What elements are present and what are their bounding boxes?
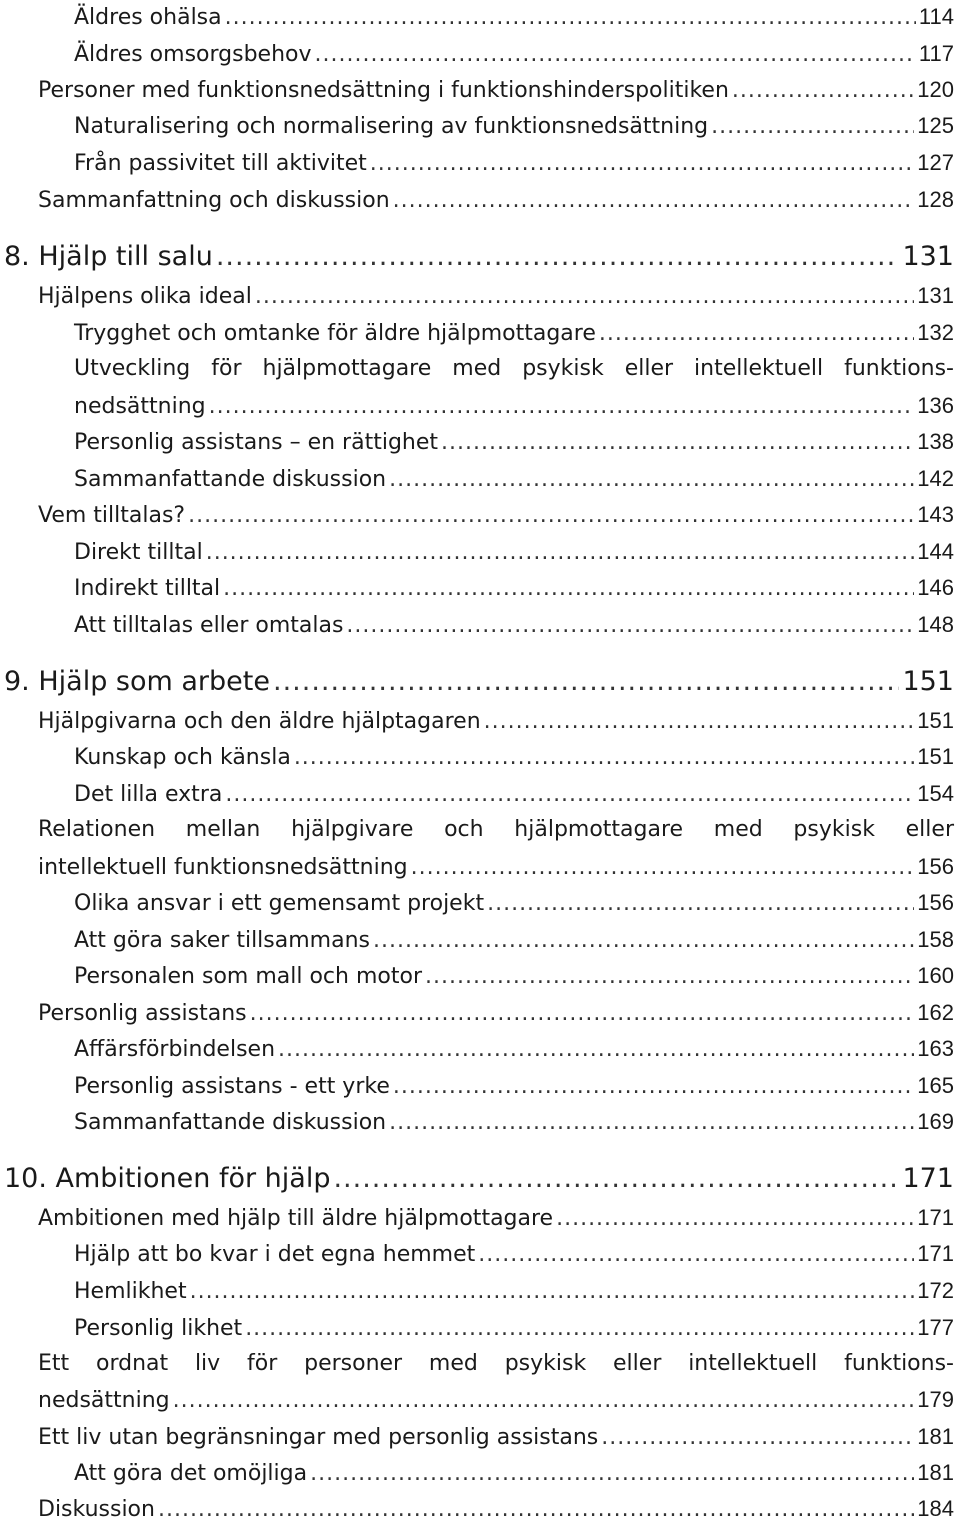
- dot-leader: [425, 964, 914, 989]
- toc-entry[interactable]: [38, 1000, 954, 1026]
- dot-leader: [223, 576, 914, 601]
- toc-entry-page: 171: [917, 1205, 954, 1230]
- toc-entry-page: 163: [917, 1036, 954, 1061]
- toc-entry-page: 171: [917, 1241, 954, 1266]
- toc-entry-page: 142: [917, 466, 954, 491]
- toc-entry-page: 162: [917, 1000, 954, 1025]
- toc-entry-page: 125: [917, 113, 954, 138]
- toc-entry-first-line: Relationen mellan hjälpgivare och hjälpmottagare med psykisk eller: [38, 817, 954, 842]
- dot-leader: [487, 891, 914, 916]
- dot-leader: [393, 188, 915, 213]
- dot-leader: [188, 503, 914, 528]
- dot-leader: [209, 394, 915, 419]
- dot-leader: [225, 5, 916, 30]
- dot-leader: [216, 241, 900, 272]
- toc-entry-page: 181: [917, 1460, 954, 1485]
- toc-entry-title: Hemlikhet: [74, 1279, 187, 1304]
- toc-entry-title: Vem tilltalas?: [38, 503, 186, 528]
- toc-entry-title: Hjälpens olika ideal: [38, 284, 252, 309]
- dot-leader: [411, 855, 915, 880]
- toc-entry-title: Affärsförbindelsen: [74, 1037, 276, 1062]
- dot-leader: [294, 745, 914, 770]
- toc-entry-title: Hjälp att bo kvar i det egna hemmet: [74, 1242, 476, 1267]
- dot-leader: [601, 1425, 914, 1450]
- toc-entry-page: 143: [917, 502, 954, 527]
- toc-entry-page: 132: [917, 320, 954, 345]
- toc-chapter-title: 8. Hjälp till salu: [4, 241, 213, 272]
- toc-entry[interactable]: [74, 1109, 954, 1135]
- toc-entry[interactable]: [38, 77, 954, 103]
- toc-entry[interactable]: [74, 1073, 954, 1099]
- toc-entry[interactable]: [38, 187, 954, 213]
- toc-entry-title: Personer med funktionsnedsättning i funktionshinderspolitiken: [38, 78, 729, 103]
- toc-entry-page: 165: [917, 1073, 954, 1098]
- toc-entry-page: 146: [917, 575, 954, 600]
- toc-entry[interactable]: [74, 612, 954, 638]
- toc-entry[interactable]: [74, 429, 954, 455]
- toc-entry[interactable]: [74, 781, 954, 807]
- toc-entry[interactable]: [38, 283, 954, 309]
- toc-entry[interactable]: [74, 393, 954, 419]
- dot-leader: [389, 1110, 914, 1135]
- toc-entry-title: Personalen som mall och motor: [74, 964, 422, 989]
- dot-leader: [370, 151, 915, 176]
- toc-entry-page: 179: [917, 1387, 954, 1412]
- toc-entry-title: Sammanfattning och diskussion: [38, 188, 390, 213]
- toc-entry-page: 172: [917, 1278, 954, 1303]
- toc-entry-page: 148: [917, 612, 954, 637]
- toc-entry-page: 120: [917, 77, 954, 102]
- toc-entry-title: Personlig likhet: [74, 1316, 243, 1341]
- toc-entry-title: Sammanfattande diskussion: [74, 1110, 387, 1135]
- toc-chapter-title: 10. Ambitionen för hjälp: [4, 1163, 331, 1194]
- toc-entry-title: Från passivitet till aktivitet: [74, 151, 367, 176]
- toc-entry[interactable]: [74, 1241, 954, 1267]
- toc-entry[interactable]: [74, 41, 954, 67]
- toc-chapter[interactable]: [4, 666, 954, 697]
- toc-entry-page: 184: [917, 1496, 954, 1521]
- toc-entry-title: nedsättning: [74, 394, 206, 419]
- toc-chapter-page: 131: [902, 241, 954, 272]
- toc-entry-title: Äldres omsorgsbehov: [74, 42, 312, 67]
- toc-entry-page: 144: [917, 539, 954, 564]
- toc-entry-first-line: Ett ordnat liv för personer med psykisk eller intellektuell funktions-: [38, 1351, 954, 1376]
- dot-leader: [190, 1279, 915, 1304]
- dot-leader: [556, 1206, 914, 1231]
- toc-entry-page: 114: [918, 4, 954, 29]
- toc-entry-title: Hjälpgivarna och den äldre hjälptagaren: [38, 709, 481, 734]
- dot-leader: [273, 666, 899, 697]
- toc-entry-page: 136: [917, 393, 954, 418]
- toc-entry[interactable]: [74, 320, 954, 346]
- toc-chapter[interactable]: [4, 241, 954, 272]
- toc-entry[interactable]: [74, 466, 954, 492]
- dot-leader: [250, 1001, 915, 1026]
- toc-entry-page: 151: [917, 708, 954, 733]
- toc-entry[interactable]: [74, 1278, 954, 1304]
- toc-entry-page: 156: [917, 854, 954, 879]
- toc-entry-title: nedsättning: [38, 1388, 170, 1413]
- dot-leader: [225, 782, 914, 807]
- toc-entry-page: 151: [917, 744, 954, 769]
- dot-leader: [346, 613, 914, 638]
- toc-entry-first-line: Utveckling för hjälpmottagare med psykisk eller intellektuell funktions-: [74, 356, 954, 381]
- toc-entry-title: Ett liv utan begränsningar med personlig assistans: [38, 1425, 599, 1450]
- toc-entry[interactable]: [74, 539, 954, 565]
- toc-entry-page: 131: [917, 283, 954, 308]
- toc-entry-title: Att tilltalas eller omtalas: [74, 613, 344, 638]
- toc-entry-page: 169: [917, 1109, 954, 1134]
- toc-entry-title: Att göra saker tillsammans: [74, 928, 370, 953]
- dot-leader: [484, 709, 915, 734]
- dot-leader: [245, 1316, 914, 1341]
- toc-entry-page: 117: [918, 41, 954, 66]
- toc-entry[interactable]: [38, 1424, 954, 1450]
- toc-entry[interactable]: [74, 575, 954, 601]
- toc-entry[interactable]: [38, 1496, 954, 1522]
- toc-chapter[interactable]: [4, 1163, 954, 1194]
- dot-leader: [393, 1074, 914, 1099]
- toc-entry-title: Ambitionen med hjälp till äldre hjälpmottagare: [38, 1206, 554, 1231]
- dot-leader: [315, 42, 916, 67]
- toc-entry-title: Direkt tilltal: [74, 540, 203, 565]
- toc-entry-title: Personlig assistans: [38, 1001, 247, 1026]
- toc-entry[interactable]: [74, 1315, 954, 1341]
- dot-leader: [732, 78, 914, 103]
- toc-entry-page: 160: [917, 963, 954, 988]
- toc-entry[interactable]: [38, 708, 954, 734]
- toc-entry-page: 177: [917, 1315, 954, 1340]
- dot-leader: [255, 284, 914, 309]
- toc-entry-title: Det lilla extra: [74, 782, 223, 807]
- dot-leader: [711, 114, 914, 139]
- toc-entry[interactable]: [38, 854, 954, 880]
- toc-entry-title: Äldres ohälsa: [74, 5, 222, 30]
- toc-entry-title: Naturalisering och normalisering av funktionsnedsättning: [74, 114, 709, 139]
- toc-entry-page: 128: [917, 187, 954, 212]
- toc-chapter-page: 151: [902, 666, 954, 697]
- dot-leader: [158, 1497, 914, 1522]
- toc-entry[interactable]: [74, 150, 954, 176]
- toc-entry-title: Personlig assistans - ett yrke: [74, 1074, 390, 1099]
- toc-entry[interactable]: [38, 1387, 954, 1413]
- dot-leader: [278, 1037, 914, 1062]
- dot-leader: [333, 1163, 899, 1194]
- toc-entry-page: 127: [917, 150, 954, 175]
- toc-entry-title: Sammanfattande diskussion: [74, 467, 387, 492]
- toc-entry[interactable]: [74, 113, 954, 139]
- dot-leader: [478, 1242, 914, 1267]
- dot-leader: [310, 1461, 914, 1486]
- toc-entry[interactable]: [74, 744, 954, 770]
- toc-entry-page: 138: [917, 429, 954, 454]
- dot-leader: [441, 430, 914, 455]
- dot-leader: [206, 540, 915, 565]
- toc-entry[interactable]: [38, 1205, 954, 1231]
- toc-entry[interactable]: [38, 502, 954, 528]
- dot-leader: [173, 1388, 915, 1413]
- toc-entry-title: Att göra det omöjliga: [74, 1461, 308, 1486]
- toc-entry-title: Personlig assistans – en rättighet: [74, 430, 439, 455]
- toc-entry[interactable]: [74, 890, 954, 916]
- toc-entry[interactable]: [74, 1036, 954, 1062]
- toc-entry-page: 154: [917, 781, 954, 806]
- toc-entry[interactable]: [74, 963, 954, 989]
- toc-entry[interactable]: [74, 927, 954, 953]
- toc-entry[interactable]: [74, 1460, 954, 1486]
- toc-entry-title: Indirekt tilltal: [74, 576, 221, 601]
- toc-entry-page: 156: [917, 890, 954, 915]
- toc-chapter-page: 171: [902, 1163, 954, 1194]
- toc-entry-title: Olika ansvar i ett gemensamt projekt: [74, 891, 485, 916]
- dot-leader: [599, 321, 914, 346]
- toc-chapter-title: 9. Hjälp som arbete: [4, 666, 270, 697]
- toc-entry-title: intellektuell funktionsnedsättning: [38, 855, 408, 880]
- toc-entry[interactable]: [74, 4, 954, 30]
- dot-leader: [389, 467, 914, 492]
- toc-entry-title: Trygghet och omtanke för äldre hjälpmottagare: [74, 321, 596, 346]
- toc-entry-page: 158: [917, 927, 954, 952]
- toc-entry-title: Kunskap och känsla: [74, 745, 291, 770]
- dot-leader: [373, 928, 914, 953]
- toc-entry-page: 181: [917, 1424, 954, 1449]
- toc-entry-title: Diskussion: [38, 1497, 155, 1522]
